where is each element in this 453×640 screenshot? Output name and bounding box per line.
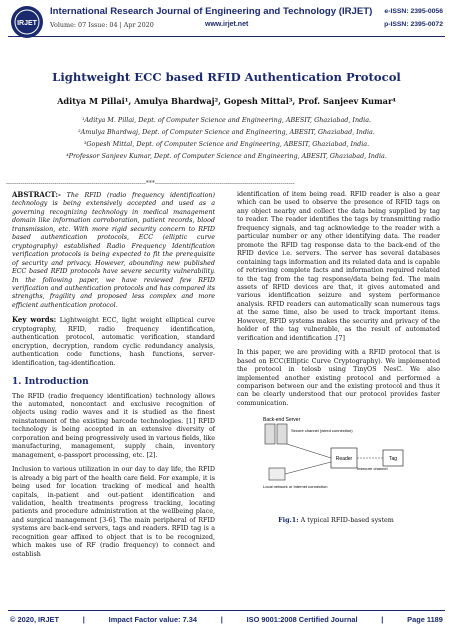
keywords-label: Key words:: [12, 315, 57, 325]
figure-caption-text: A typical RFID-based system: [298, 515, 394, 524]
logo-text: IRJET: [17, 20, 37, 27]
keywords-text: Lightweight ECC, light weight elliptical curve cryptography, RFID, radio frequency identification, authentication protocol, automatic verification, standard encryption, decryption, random cyclic redundancy analysis, authentication code functions, hash functions, server-identification, tag-identification.: [12, 317, 215, 367]
footer-divider: [8, 610, 445, 611]
journal-header: [0, 0, 453, 42]
computer-icon: [269, 468, 285, 480]
keywords: [12, 316, 215, 368]
footer-iso: ISO 9001:2008 Certified Journal: [246, 615, 358, 624]
affiliation-3: ³Gopesh Mittal, Dept. of Computer Science and Engineering, ABESIT, Ghaziabad, India.: [83, 140, 370, 148]
affiliation-4: ⁴Professor Sanjeev Kumar, Dept. of Computer Science and Engineering, ABESIT, Ghaziabad, India.: [66, 152, 387, 160]
server-icon: [265, 424, 275, 444]
abstract-label: ABSTRACT:-: [12, 190, 61, 199]
left-column: [12, 191, 215, 565]
rfid-diagram: [261, 414, 411, 510]
right-column: [237, 191, 440, 524]
figure-caption-label: Fig.1:: [278, 515, 299, 524]
paper-title: Lightweight ECC based RFID Authentication Protocol: [52, 70, 401, 84]
server-icon: [277, 424, 287, 444]
affiliation-2: ²Amulya Bhardwaj, Dept. of Computer Science and Engineering, ABESIT, Ghaziabad, India.: [78, 128, 375, 136]
figure-caption: [261, 516, 411, 524]
intro-paragraph-1: The RFID (radio frequency identification) technology allows the automated, noncontact and exclusive recognition of objects using radio waves and it is studied as the finest reinstatement of the existing barcode technologies. [1] RFID technology is being accepted in an extensive diversity of corporation and being progressively used in various fields, like manufacturing, management, supply chain, inventory management, e-passport processing, etc. [2].: [12, 392, 215, 459]
network-line: [285, 462, 331, 474]
journal-volume: Volume: 07 Issue: 04 | Apr 2020: [50, 21, 154, 29]
body-paragraph-3: identification of item being read. RFID reader is also a gear which can be used to observe the presence of RFID tags on any object nearby and collect the data being supplied by tag to reader. The reader identifies the tags by transmitting radio frequency signals, and tag acknowledge to the reader with a particular number or any other identifying data. The reader promote the RFID tag response data to the back-end of the RFID device i.e. servers. The server has several databases containing tags information and its related data and is capable of retrieving complete facts and information required related to the tag from the tag response/data being fed. The main assets of RFID devices are that, it gives automated and various identification seizure and system performance analysis. RFID readers can automatically scan numerous tags at the same time, also be used to track important items. However, RFID systems makes the security and privacy of the holder of the tag vulnerable, as the result of automated verification and identification .[7]: [237, 191, 440, 342]
tag-label: Tag: [388, 456, 398, 463]
header-divider: [8, 36, 445, 37]
intro-paragraph-2: Inclusion to various utilization in our day to day life, the RFID is already a big part of the health care field. For example, it is being used for location tracking of medical and health capitals, in-patient and out-patient identification and validation, health treatments progress tracking, locating patients and procedure administration at the wellbeing place, and surgical management [3-6]. The main peripheral of RFID systems are back-end servers, tags and readers. RFID tag is a recognition gear affixed to object that is to be recognized, which makes use of RF (radio frequency) to connect and establish: [12, 466, 215, 558]
backend-label: Back-end Server: [263, 417, 301, 424]
insecure-channel-label: Insecure channel: [357, 466, 388, 472]
footer-copyright: © 2020, IRJET: [10, 615, 59, 624]
affiliation-1: ¹Aditya M. Pillai, Dept. of Computer Science and Engineering, ABESIT, Ghaziabad, India.: [81, 116, 372, 124]
rfid-system-figure: [261, 414, 411, 524]
journal-website-link[interactable]: www.irjet.net: [205, 21, 249, 28]
irjet-logo-icon: [10, 5, 44, 39]
secure-channel-line: [287, 444, 331, 458]
reader-label: Reader: [335, 456, 353, 463]
local-network-label: Local network or Internet connection: [263, 484, 328, 490]
section-separator: ---------------------------------------------------------------------***---------------------------------------------------------------------: [6, 180, 295, 187]
e-issn: e-ISSN: 2395-0056: [384, 8, 443, 15]
p-issn: p-ISSN: 2395-0072: [384, 21, 443, 28]
footer-page-number: Page 1189: [407, 615, 443, 624]
footer-impact-factor: Impact Factor value: 7.34: [108, 615, 197, 624]
body-paragraph-4: In this paper, we are providing with a RFID protocol that is based on ECC(Elliptic Curve Cryptography). We implemented the protocol in telosb using TinyOS NesC. We also implemented another existing protocol and performed a comparison between our and the existing protocol and thus it can be clearly understood that our protocol provides faster communication.: [237, 349, 440, 407]
page-footer: © 2020, IRJET | Impact Factor value: 7.34 | ISO 9001:2008 Certified Journal | Page 1189: [10, 615, 443, 624]
section-heading-introduction: 1. Introduction: [12, 377, 89, 388]
abstract-text: The RFID (radio frequency identification) technology is being extensively accepted and used as a governing recognizing technology in medical management domain like information corroboration, patient records, blood transmission, etc. With more rigid security concern to RFID based authentication protocols, ECC (elliptic curve cryptography) established Radio Frequency Identification verification protocols is being expected to fit the prerequisite of security and privacy. However, abounding new published ECC based RFID protocols have severe security vulnerability. In the following paper, we have reviewed few RFID verification and authentication protocols and has compared its strengths, fragility and proposed less complex and more efficient authentication protocol.: [12, 192, 215, 309]
paper-authors: Aditya M Pillai¹, Amulya Bhardwaj², Gopesh Mittal³, Prof. Sanjeev Kumar⁴: [57, 96, 396, 106]
journal-title: International Research Journal of Engineering and Technology (IRJET): [50, 6, 373, 17]
secure-channel-label: Secure channel (wired connection): [291, 428, 353, 434]
abstract: [12, 191, 215, 310]
